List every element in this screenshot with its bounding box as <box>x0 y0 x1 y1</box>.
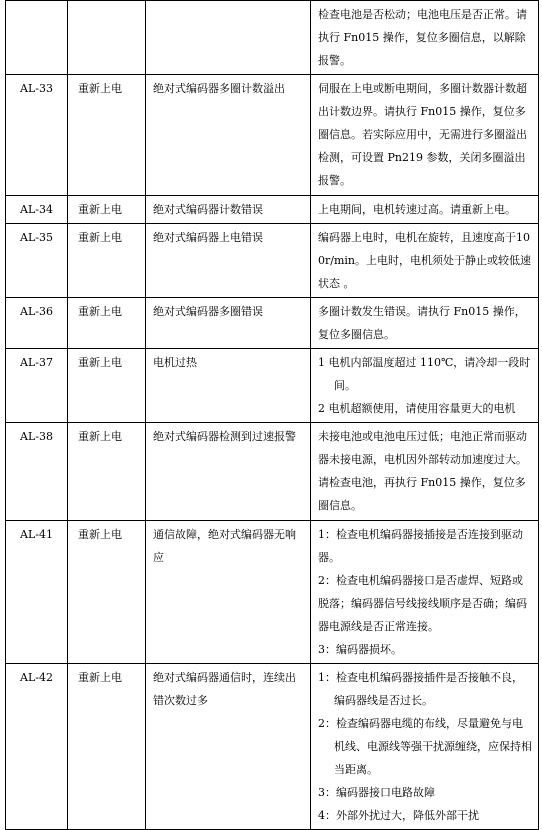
alarm-action-cell <box>311 521 539 664</box>
reset-method-cell <box>68 1 146 75</box>
table-row <box>6 664 539 830</box>
reset-method-cell: 重新上电 <box>68 224 146 298</box>
alarm-name-cell: 绝对式编码器上电错误 <box>146 224 311 298</box>
alarm-action-cell <box>311 664 539 830</box>
alarm-name-cell: 绝对式编码器计数错误 <box>146 196 311 224</box>
alarm-table-body <box>6 1 539 830</box>
action-text: 伺服在上电或断电期间，多圈计数器计数超出计数边界。请执行 Fn015 操作，复位多圈信息。若实际应用中，无需进行多圈溢出检测，可设置 Pn219 参数，关闭多圈溢出报警。 <box>318 82 527 187</box>
alarm-code-cell: AL-35 <box>6 224 68 298</box>
action-text: 编码器上电时，电机在旋转，且速度高于100r/min。上电时，电机须处于静止或较低速状态 。 <box>318 231 531 290</box>
alarm-code-cell: AL-33 <box>6 75 68 196</box>
action-item: 1：检查电机编码器接插件是否接触不良，编码器线是否过长。 <box>318 671 523 707</box>
action-text: 上电期间，电机转速过高。请重新上电。 <box>318 203 516 216</box>
alarm-name-cell: 绝对式编码器多圈错误 <box>146 298 311 349</box>
alarm-action-cell <box>311 1 539 75</box>
table-row <box>6 298 539 349</box>
alarm-action-cell <box>311 196 539 224</box>
reset-method-cell: 重新上电 <box>68 664 146 830</box>
alarm-name-cell <box>146 1 311 75</box>
table-row <box>6 196 539 224</box>
action-item: 1 电机内部温度超过 110℃，请冷却一段时间。 <box>318 356 531 392</box>
alarm-code-cell: AL-41 <box>6 521 68 664</box>
reset-method-cell: 重新上电 <box>68 75 146 196</box>
action-item: 2 电机超额使用，请使用容量更大的电机 <box>318 402 516 415</box>
reset-method-cell: 重新上电 <box>68 349 146 423</box>
alarm-code-cell: AL-38 <box>6 423 68 521</box>
alarm-action-cell <box>311 75 539 196</box>
reset-method-cell: 重新上电 <box>68 298 146 349</box>
alarm-action-cell <box>311 349 539 423</box>
alarm-name-cell: 通信故障，绝对式编码器无响应 <box>146 521 311 664</box>
alarm-action-cell <box>311 423 539 521</box>
table-row <box>6 521 539 664</box>
action-item: 4：外部外扰过大，降低外部干扰 <box>318 809 479 822</box>
table-row <box>6 1 539 75</box>
action-text: 多圈计数发生错误。请执行 Fn015 操作，复位多圈信息。 <box>318 305 526 341</box>
alarm-code-cell: AL-42 <box>6 664 68 830</box>
alarm-action-cell <box>311 298 539 349</box>
reset-method-cell: 重新上电 <box>68 196 146 224</box>
action-text: 未接电池或电池电压过低；电池正常而驱动器未接电源，电机因外部转动加速度过大。请检查电池，再执行 Fn015 操作，复位多圈信息。 <box>318 430 527 512</box>
table-row <box>6 75 539 196</box>
table-row <box>6 224 539 298</box>
action-text: 检查电池是否松动；电池电压是否正常。请执行 Fn015 操作，复位多圈信息，以解除报警。 <box>318 8 527 67</box>
action-item: 3：编码器接口电路故障 <box>318 786 435 799</box>
alarm-name-cell: 绝对式编码器检测到过速报警 <box>146 423 311 521</box>
alarm-code-cell: AL-37 <box>6 349 68 423</box>
alarm-code-cell: AL-34 <box>6 196 68 224</box>
alarm-code-cell: AL-36 <box>6 298 68 349</box>
action-item: 3：编码器损坏。 <box>318 643 402 656</box>
alarm-action-cell <box>311 224 539 298</box>
alarm-name-cell: 电机过热 <box>146 349 311 423</box>
alarm-code-cell <box>6 1 68 75</box>
action-item: 2：检查电机编码器接口是否虚焊、短路或脱落；编码器信号线接线顺序是否确；编码器电源线是否正常连接。 <box>318 574 527 633</box>
action-item: 1：检查电机编码器接插接是否连接到驱动器。 <box>318 528 523 564</box>
action-item: 2：检查编码器电缆的布线，尽量避免与电机线、电源线等强干扰源缠绕，应保持相当距离。 <box>318 717 532 776</box>
reset-method-cell: 重新上电 <box>68 423 146 521</box>
alarm-table <box>5 0 539 830</box>
reset-method-cell: 重新上电 <box>68 521 146 664</box>
table-row <box>6 349 539 423</box>
alarm-name-cell: 绝对式编码器多圈计数溢出 <box>146 75 311 196</box>
alarm-name-cell: 绝对式编码器通信时，连续出错次数过多 <box>146 664 311 830</box>
table-row <box>6 423 539 521</box>
